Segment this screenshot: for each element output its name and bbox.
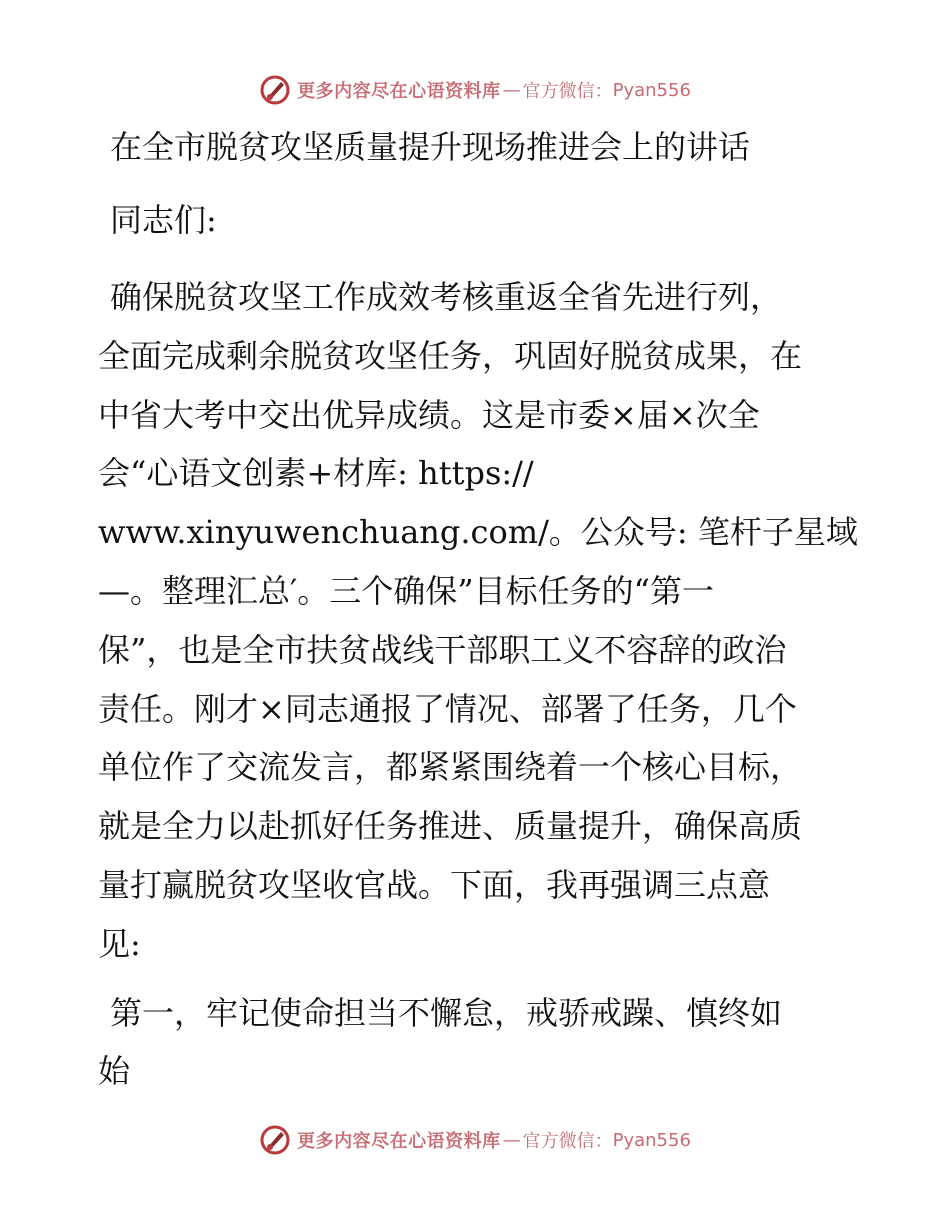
banner-dash: — (502, 79, 521, 101)
footer-banner (0, 1120, 950, 1160)
banner-dash: — (502, 1129, 521, 1151)
heading-line: 始 (98, 1052, 131, 1091)
paragraph-1 (98, 268, 858, 974)
paragraph-line: 见: (98, 924, 141, 963)
banner-slogan: 更多内容尽在心语资料库 (297, 81, 501, 102)
paragraph-line: 就是全力以赴抓好任务推进、质量提升，确保高质 (98, 807, 803, 846)
brush-logo-icon (259, 1124, 291, 1156)
paragraph-line: 会“心语文创素+材库: https:// (98, 454, 534, 493)
banner-wechat-id: Pyan556 (612, 79, 691, 101)
paragraph-line: 单位作了交流发言，都紧紧围绕着一个核心目标， (98, 748, 803, 787)
document-title: 在全市脱贫攻坚质量提升现场推进会上的讲话 (110, 128, 751, 166)
paragraph-line: —。整理汇总′。三个确保”目标任务的“第一 (98, 571, 714, 610)
heading-line: 第一，牢记使命担当不懈怠，戒骄戒躁、慎终如 (110, 993, 783, 1032)
paragraph-line: 量打赢脱贫攻坚收官战。下面，我再强调三点意 (98, 865, 771, 904)
banner-slogan: 更多内容尽在心语资料库 (297, 1131, 501, 1152)
paragraph-line: 中省大考中交出优异成绩。这是市委×届×次全 (98, 395, 760, 434)
paragraph-line: 全面完成剩余脱贫攻坚任务，巩固好脱贫成果，在 (98, 336, 803, 375)
document-body (98, 120, 858, 1111)
banner-wechat-id: Pyan556 (612, 1129, 691, 1151)
salutation: 同志们: (110, 201, 217, 239)
paragraph-line: www.xinyuwenchuang.com/。公众号: 笔杆子星域 (98, 513, 858, 552)
paragraph-line: 确保脱贫攻坚工作成效考核重返全省先进行列， (110, 278, 783, 316)
brush-logo-icon (259, 74, 291, 106)
banner-wechat-label: 官方微信： (522, 1131, 613, 1152)
header-banner (0, 70, 950, 110)
banner-wechat-label: 官方微信： (522, 81, 613, 102)
paragraph-line: 责任。刚才×同志通报了情况、部署了任务，几个 (98, 689, 797, 728)
section-heading-1 (98, 984, 858, 1102)
paragraph-line: 保”，也是全市扶贫战线干部职工义不容辞的政治 (98, 630, 787, 669)
